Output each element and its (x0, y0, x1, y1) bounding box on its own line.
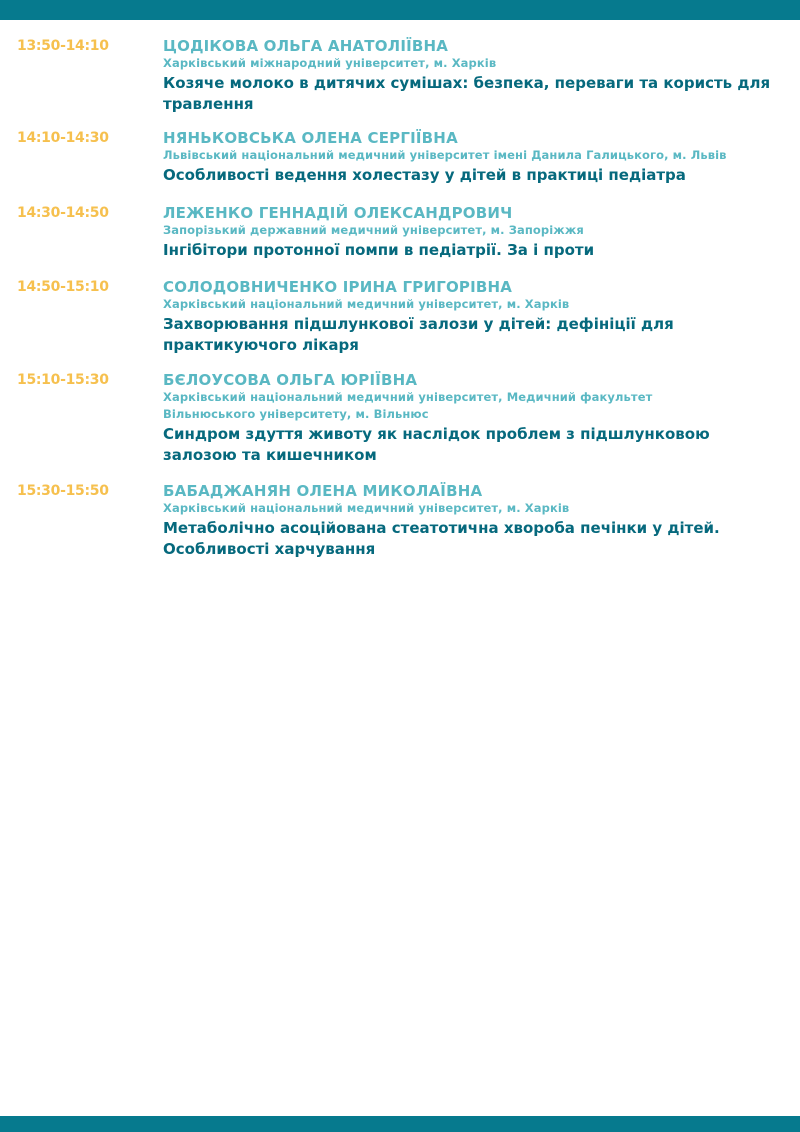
speaker-name: ЛЕЖЕНКО ГЕННАДІЙ ОЛЕКСАНДРОВИЧ (163, 204, 513, 222)
speaker-affiliation: Харківський національний медичний університет, Медичний факультет Вільнюського університету, м. Вільнюс (163, 390, 653, 421)
bottom-banner-bar (0, 1116, 800, 1132)
speaker-affiliation: Харківський національний медичний університет, м. Харків (163, 501, 570, 515)
speaker-affiliation: Харківський міжнародний університет, м. Харків (163, 56, 497, 70)
session-info (163, 129, 788, 186)
speaker-name: ЦОДІКОВА ОЛЬГА АНАТОЛІЇВНА (163, 37, 449, 55)
talk-title: Синдром здуття животу як наслідок проблем з підшлунковою залозою та кишечником (163, 425, 710, 464)
talk-title: Метаболічно асоційована стеатотична хвороба печінки у дітей. Особливості харчування (163, 519, 720, 558)
session-time: 14:30-14:50 (17, 205, 109, 221)
session-info (163, 278, 788, 356)
session-info (163, 204, 788, 261)
speaker-affiliation: Харківський національний медичний університет, м. Харків (163, 297, 570, 311)
session-time: 13:50-14:10 (17, 38, 109, 54)
session-time: 15:30-15:50 (17, 483, 109, 499)
session-info (163, 482, 788, 560)
speaker-name: БЄЛОУСОВА ОЛЬГА ЮРІЇВНА (163, 371, 418, 389)
session-time: 14:10-14:30 (17, 130, 109, 146)
session-time: 15:10-15:30 (17, 372, 109, 388)
speaker-name: БАБАДЖАНЯН ОЛЕНА МИКОЛАЇВНА (163, 482, 483, 500)
top-banner-bar (0, 0, 800, 20)
talk-title: Особливості ведення холестазу у дітей в практиці педіатра (163, 166, 686, 184)
speaker-name: НЯНЬКОВСЬКА ОЛЕНА СЕРГІЇВНА (163, 129, 458, 147)
talk-title: Інгібітори протонної помпи в педіатрії. За і проти (163, 241, 595, 259)
speaker-affiliation: Львівський національний медичний університет імені Данила Галицького, м. Львів (163, 148, 727, 162)
session-info (163, 371, 788, 466)
session-info (163, 37, 788, 115)
talk-title: Козяче молоко в дитячих сумішах: безпека, переваги та користь для травлення (163, 74, 771, 113)
speaker-name: СОЛОДОВНИЧЕНКО ІРИНА ГРИГОРІВНА (163, 278, 513, 296)
talk-title: Захворювання підшлункової залози у дітей: дефініції для практикуючого лікаря (163, 315, 674, 354)
session-time: 14:50-15:10 (17, 279, 109, 295)
speaker-affiliation: Запорізький державний медичний університет, м. Запоріжжя (163, 223, 584, 237)
